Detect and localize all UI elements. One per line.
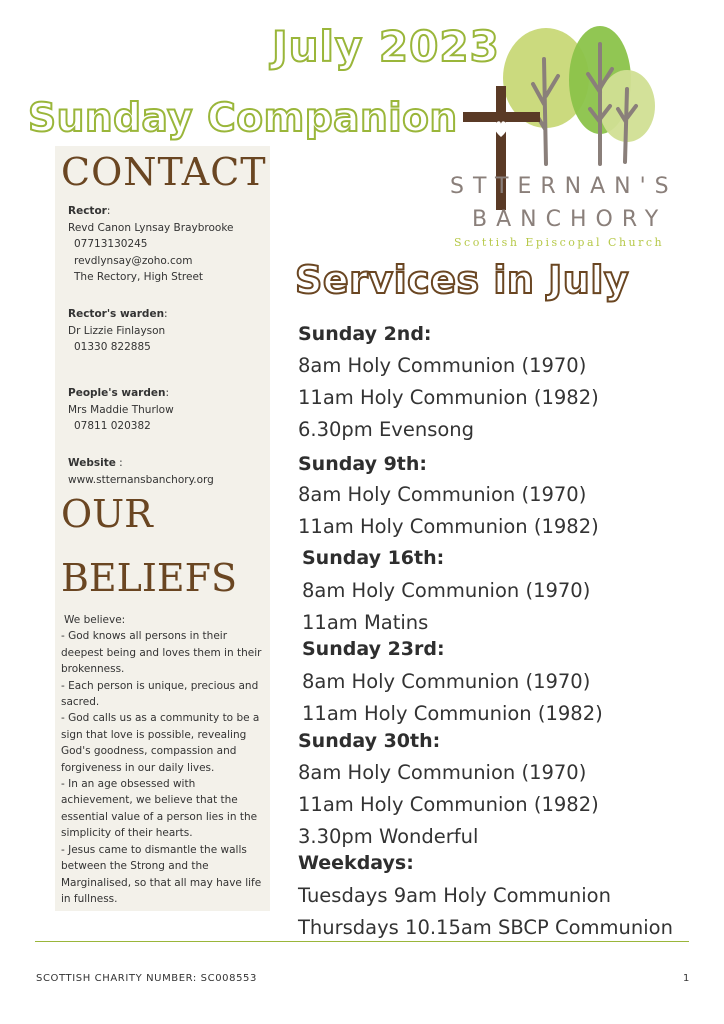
service-day-heading: Sunday 2nd:: [298, 323, 432, 345]
service-day-heading: Sunday 30th:: [298, 730, 441, 752]
service-day-heading: Weekdays:: [298, 852, 414, 874]
website-link[interactable]: www.stternansbanchory.org: [68, 473, 214, 486]
service-item: 8am Holy Communion (1970): [298, 761, 587, 784]
rector-contact: Rector: Revd Canon Lynsay Braybrooke 07713130245 revdlynsay@zoho.com The Rectory, High Street: [68, 203, 233, 286]
website-label: Website: [68, 457, 116, 469]
issue-month: July 2023: [272, 22, 500, 71]
church-subtitle: Scottish Episcopal Church: [454, 236, 665, 249]
service-item: Tuesdays 9am Holy Communion: [298, 884, 611, 907]
peoples-warden-label: People's warden: [68, 387, 166, 399]
rectors-warden-label: Rector's warden: [68, 308, 165, 320]
peoples-warden-phone: 07811 020382: [74, 420, 151, 432]
service-item: 8am Holy Communion (1970): [298, 354, 587, 377]
sidebar-panel: [55, 146, 270, 911]
rector-address: The Rectory, High Street: [74, 271, 204, 283]
service-item: 6.30pm Evensong: [298, 418, 475, 441]
service-item: 8am Holy Communion (1970): [298, 483, 587, 506]
newsletter-title: Sunday Companion: [28, 96, 458, 141]
beliefs-heading-line-1: OUR: [61, 492, 153, 536]
belief-item: - Jesus came to dismantle the walls between the Strong and the Marginalised, so that all may have life in fullness.: [61, 843, 262, 905]
service-item: 11am Holy Communion (1982): [298, 386, 599, 409]
rectors-warden-name: Dr Lizzie Finlayson: [68, 324, 166, 337]
service-day-heading: Sunday 9th:: [298, 453, 428, 475]
rector-name: Revd Canon Lynsay Braybrooke: [68, 221, 234, 234]
service-item: 3.30pm Wonderful: [298, 825, 479, 848]
service-item: 11am Matins: [302, 611, 429, 634]
church-name-line-1: STTERNAN'S: [450, 174, 678, 199]
footer-divider: [35, 941, 689, 942]
belief-item: - God calls us as a community to be a sign that love is possible, revealing God's goodness, compassion and forgiveness in our daily lives.: [61, 712, 260, 774]
service-item: 8am Holy Communion (1970): [302, 670, 591, 693]
beliefs-list: [61, 612, 266, 907]
service-item: 11am Holy Communion (1982): [302, 702, 603, 725]
service-item: 11am Holy Communion (1982): [298, 515, 599, 538]
peoples-warden-contact: People's warden: Mrs Maddie Thurlow 07811 020382: [68, 385, 174, 435]
contact-heading: CONTACT: [61, 150, 267, 194]
belief-item: - In an age obsessed with achievement, we believe that the essential value of a person lies in the simplicity of their hearts.: [61, 778, 258, 840]
service-day-heading: Sunday 23rd:: [302, 638, 445, 660]
services-heading: Services in July: [295, 258, 630, 302]
rector-email[interactable]: revdlynsay@zoho.com: [74, 254, 193, 267]
church-logo: [450, 14, 700, 254]
beliefs-intro: We believe:: [64, 614, 126, 626]
church-name-line-2: BANCHORY: [472, 207, 668, 232]
service-item: Thursdays 10.15am SBCP Communion: [298, 916, 673, 939]
rector-phone: 07713130245: [74, 238, 148, 250]
page-number: 1: [683, 973, 690, 984]
beliefs-heading-line-2: BELIEFS: [61, 556, 238, 600]
peoples-warden-name: Mrs Maddie Thurlow: [68, 403, 174, 416]
service-item: 11am Holy Communion (1982): [298, 793, 599, 816]
service-item: 8am Holy Communion (1970): [302, 579, 591, 602]
rectors-warden-phone: 01330 822885: [74, 341, 151, 353]
rector-label: Rector: [68, 205, 107, 217]
charity-number: SCOTTISH CHARITY NUMBER: SC008553: [36, 973, 257, 984]
rectors-warden-contact: Rector's warden: Dr Lizzie Finlayson 01330 822885: [68, 306, 168, 356]
belief-item: - God knows all persons in their deepest being and loves them in their brokenness.: [61, 630, 262, 676]
service-day-heading: Sunday 16th:: [302, 547, 445, 569]
belief-item: - Each person is unique, precious and sacred.: [61, 679, 259, 709]
website-contact: Website : www.stternansbanchory.org: [68, 455, 214, 488]
